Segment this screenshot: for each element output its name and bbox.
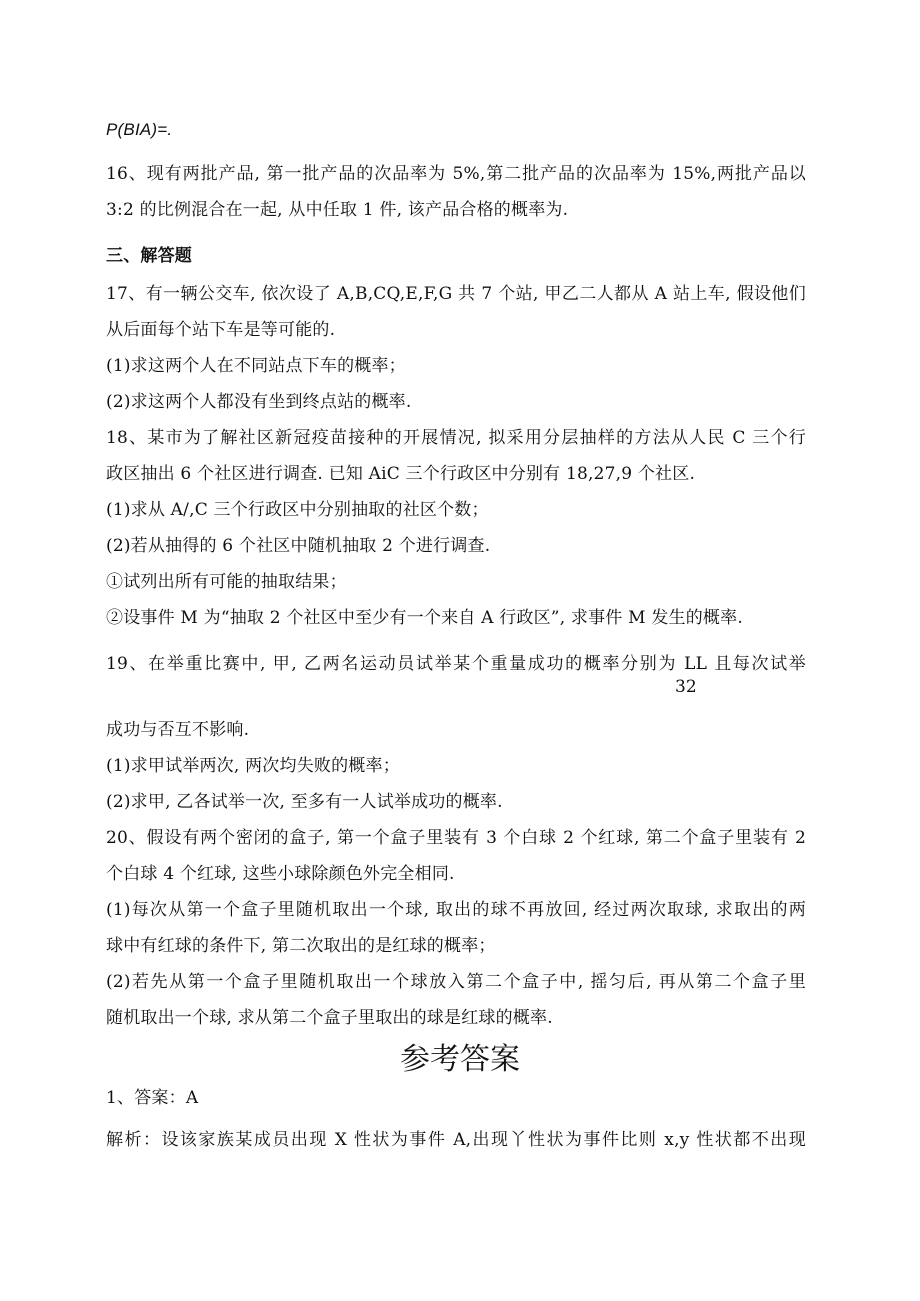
q17-part-1: (1)求这两个人在不同站点下车的概率； <box>106 356 406 376</box>
q19-part-2: (2)求甲, 乙各试举一次, 至多有一人试举成功的概率. <box>106 792 503 812</box>
q18-part-2: (2)若从抽得的 6 个社区中随机抽取 2 个进行调查. <box>106 536 491 556</box>
q20-part-2-line-1: (2)若先从第一个盒子里随机取出一个球放入第二个盒子中, 摇匀后, 再从第二个盒子里 <box>106 972 806 992</box>
q19-line-2: 成功与否互不影响. <box>106 720 250 740</box>
q20-line-1: 20、假设有两个密闭的盒子, 第一个盒子里装有 3 个白球 2 个红球, 第二个盒子里装有 2 <box>106 828 806 848</box>
analysis-line: 解析：设该家族某成员出现 X 性状为事件 A,出现丫性状为事件比则 x,y 性状都不出现 <box>106 1130 806 1150</box>
answer-1: 1、答案：A <box>106 1088 199 1108</box>
fraction-denominators: 32 <box>675 677 697 697</box>
section-heading: 三、解答题 <box>106 246 192 266</box>
q16-line-2: 3:2 的比例混合在一起, 从中任取 1 件, 该产品合格的概率为. <box>106 200 569 220</box>
q17-line-2: 从后面每个站下车是等可能的. <box>106 320 336 340</box>
q19-line-1: 19、在举重比赛中, 甲, 乙两名运动员试举某个重量成功的概率分别为 LL 且每次试举 <box>106 654 806 674</box>
q19-part-1: (1)求甲试举两次, 两次均失败的概率； <box>106 756 400 776</box>
text-line-1: P(BIA)=. <box>106 120 173 139</box>
q17-line-1: 17、有一辆公交车, 依次设了 A,B,CQ,E,F,G 共 7 个站, 甲乙二人都从 A 站上车, 假设他们 <box>106 284 806 304</box>
q18-line-1: 18、某市为了解社区新冠疫苗接种的开展情况, 拟采用分层抽样的方法从人民 C 三个行 <box>106 428 806 448</box>
q20-line-2: 个白球 4 个红球, 这些小球除颜色外完全相同. <box>106 864 455 884</box>
q20-part-1-line-1: (1)每次从第一个盒子里随机取出一个球, 取出的球不再放回, 经过两次取球, 求取出的两 <box>106 900 806 920</box>
answers-heading: 参考答案 <box>400 1042 520 1077</box>
q18-sub-2: ②设事件 M 为“抽取 2 个社区中至少有一个来自 A 行政区”, 求事件 M 发生的概率. <box>106 608 743 628</box>
q18-line-2: 政区抽出 6 个社区进行调查. 已知 AiC 三个行政区中分别有 18,27,9 个社区. <box>106 464 696 484</box>
q18-sub-1: ①试列出所有可能的抽取结果； <box>106 572 347 592</box>
q20-part-2-line-2: 随机取出一个球, 求从第二个盒子里取出的球是红球的概率. <box>106 1008 553 1028</box>
q18-part-1: (1)求从 A/,C 三个行政区中分别抽取的社区个数； <box>106 500 489 520</box>
q16-line-1: 16、现有两批产品, 第一批产品的次品率为 5%,第二批产品的次品率为 15%,两批产品以 <box>106 164 806 184</box>
q17-part-2: (2)求这两个人都没有坐到终点站的概率. <box>106 392 412 412</box>
q20-part-1-line-2: 球中有红球的条件下, 第二次取出的是红球的概率； <box>106 936 496 956</box>
